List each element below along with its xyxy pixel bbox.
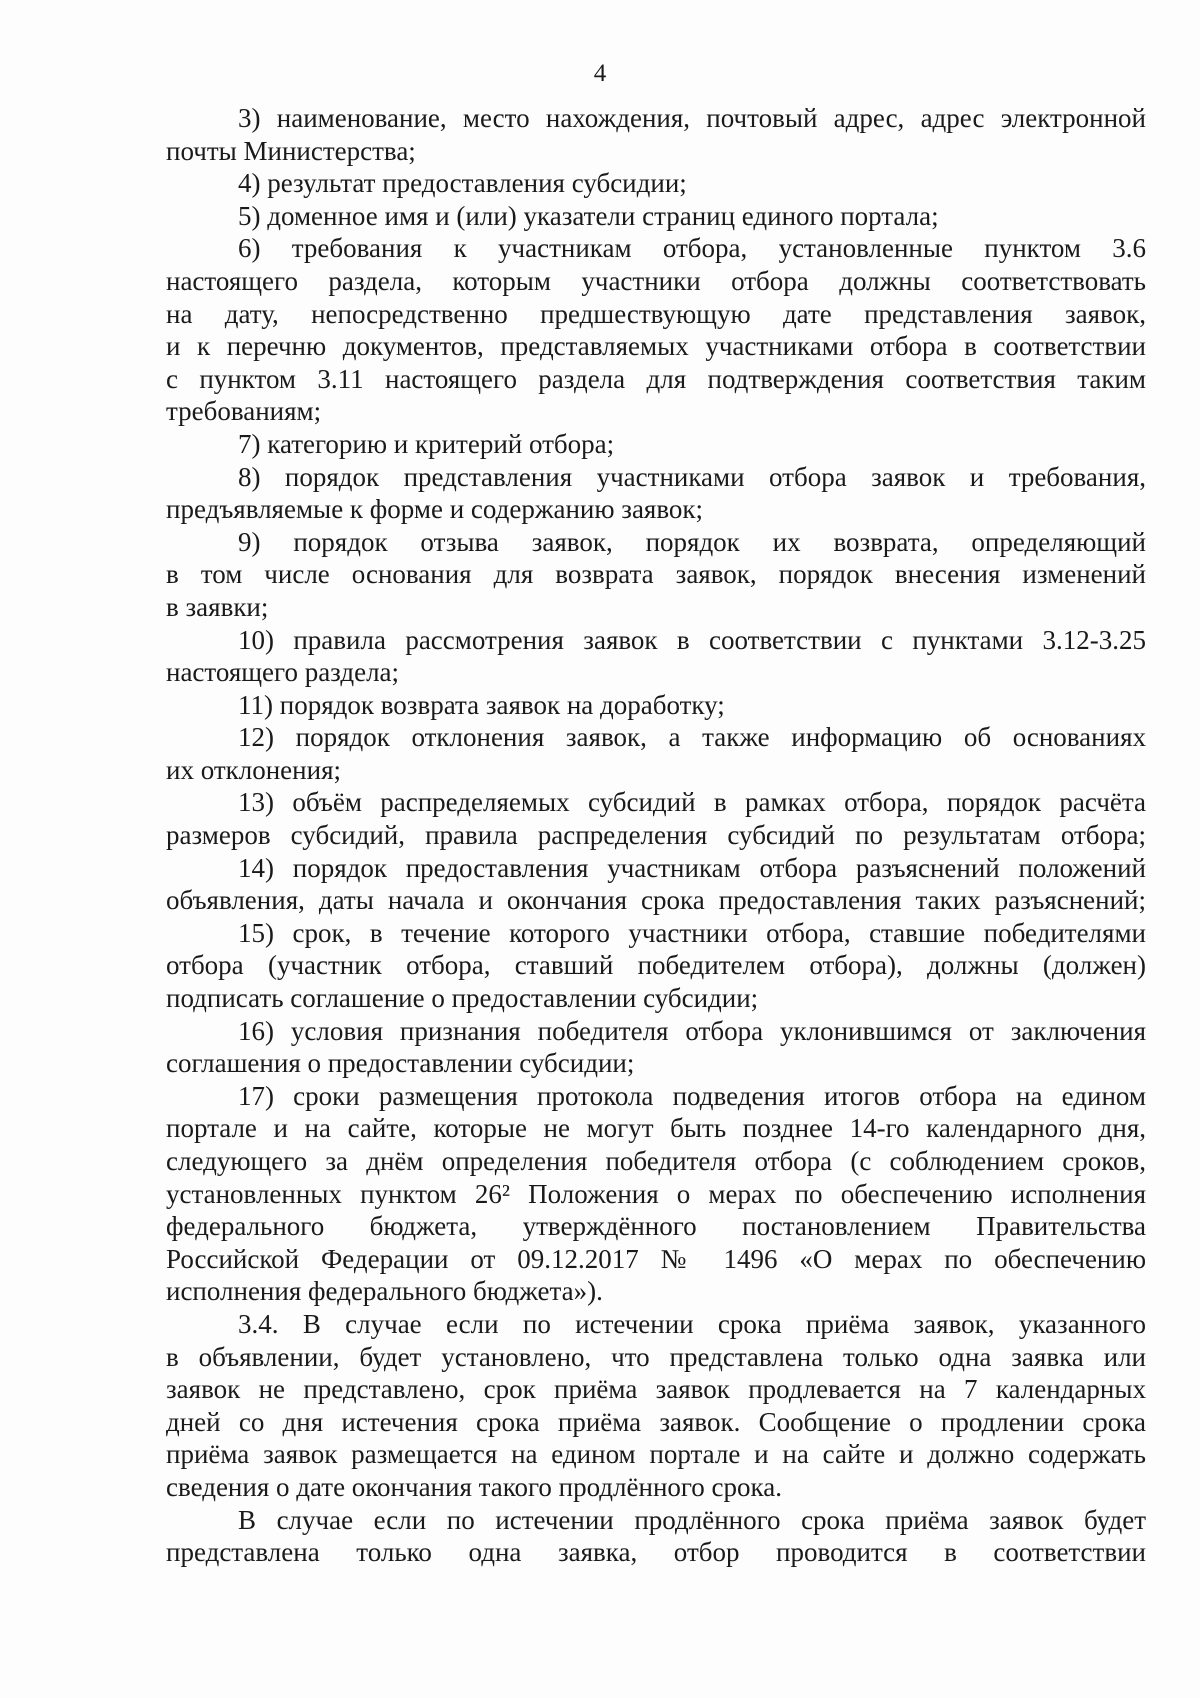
text-line: 14) порядок предоставления участникам отбора разъяснений положений (238, 852, 1146, 883)
text-line: 3.4. В случае если по истечении срока приёма заявок, указанного (238, 1308, 1146, 1339)
text-line: 7) категорию и критерий отбора; (238, 428, 615, 459)
text-line: 16) условия признания победителя отбора уклонившимся от заключения (238, 1015, 1146, 1046)
text-line: на дату, непосредственно предшествующую дате представления заявок, (166, 298, 1146, 329)
text-line: исполнения федерального бюджета»). (166, 1276, 603, 1307)
text-line: В случае если по истечении продлённого срока приёма заявок будет (238, 1504, 1146, 1535)
page-number: 4 (593, 60, 607, 87)
text-line: Российской Федерации от 09.12.2017 № 1496 «О мерах по обеспечению (166, 1243, 1146, 1274)
text-line: дней со дня истечения срока приёма заявок. Сообщение о продлении срока (166, 1406, 1146, 1437)
text-line: установленных пунктом 26² Положения о мерах по обеспечению исполнения (166, 1178, 1146, 1209)
text-line: 3) наименование, место нахождения, почтовый адрес, адрес электронной (238, 103, 1146, 133)
text-line: и к перечню документов, представляемых участниками отбора в соответствии (166, 331, 1146, 362)
text-line: сведения о дате окончания такого продлённого срока. (166, 1471, 782, 1502)
text-line: настоящего раздела, которым участники отбора должны соответствовать (166, 265, 1146, 296)
text-line: 13) объём распределяемых субсидий в рамках отбора, порядок расчёта (238, 787, 1146, 818)
text-line: 12) порядок отклонения заявок, а также информацию об основаниях (238, 722, 1146, 753)
text-line: приёма заявок размещается на едином портале и на сайте и должно содержать (166, 1439, 1146, 1470)
text-line: настоящего раздела; (166, 657, 400, 688)
text-line: требованиям; (166, 396, 322, 427)
text-line: заявок не представлено, срок приёма заявок продлевается на 7 календарных (166, 1374, 1146, 1405)
text-line: 17) сроки размещения протокола подведения итогов отбора на едином (238, 1080, 1146, 1111)
text-line: следующего за днём определения победителя отбора (с соблюдением сроков, (166, 1146, 1146, 1176)
text-line: в том числе основания для возврата заявок, порядок внесения изменений (166, 559, 1146, 590)
text-line: 5) доменное имя и (или) указатели страниц единого портала; (238, 200, 939, 231)
text-line: соглашения о предоставлении субсидии; (166, 1048, 635, 1079)
document-body (166, 102, 1146, 1569)
text-line: в заявки; (166, 591, 269, 622)
text-line: портале и на сайте, которые не могут быть позднее 14-го календарного дня, (166, 1113, 1146, 1144)
text-line: 4) результат предоставления субсидии; (238, 168, 687, 199)
text-line: объявления, даты начала и окончания срока предоставления таких разъяснений; (166, 885, 1146, 916)
text-line: федерального бюджета, утверждённого постановлением Правительства (166, 1211, 1146, 1242)
text-line: подписать соглашение о предоставлении субсидии; (166, 983, 759, 1014)
text-line: предъявляемые к форме и содержанию заявок; (166, 494, 704, 525)
text-line: в объявлении, будет установлено, что представлена только одна заявка или (166, 1341, 1146, 1372)
text-line: представлена только одна заявка, отбор проводится в соответствии (166, 1537, 1146, 1568)
text-line: размеров субсидий, правила распределения субсидий по результатам отбора; (166, 820, 1146, 851)
text-line: их отклонения; (166, 754, 341, 785)
text-line: почты Министерства; (166, 135, 416, 166)
text-line: 15) срок, в течение которого участники отбора, ставшие победителями (238, 917, 1146, 948)
text-line: 11) порядок возврата заявок на доработку; (238, 689, 725, 720)
text-line: 10) правила рассмотрения заявок в соответствии с пунктами 3.12-3.25 (238, 624, 1146, 655)
text-line: отбора (участник отбора, ставший победителем отбора), должны (должен) (166, 950, 1146, 981)
text-line: 6) требования к участникам отбора, установленные пунктом 3.6 (238, 233, 1146, 264)
text-line: 9) порядок отзыва заявок, порядок их возврата, определяющий (238, 526, 1146, 557)
text-line: с пунктом 3.11 настоящего раздела для подтверждения соответствия таким (166, 363, 1146, 394)
text-line: 8) порядок представления участниками отбора заявок и требования, (238, 461, 1146, 492)
